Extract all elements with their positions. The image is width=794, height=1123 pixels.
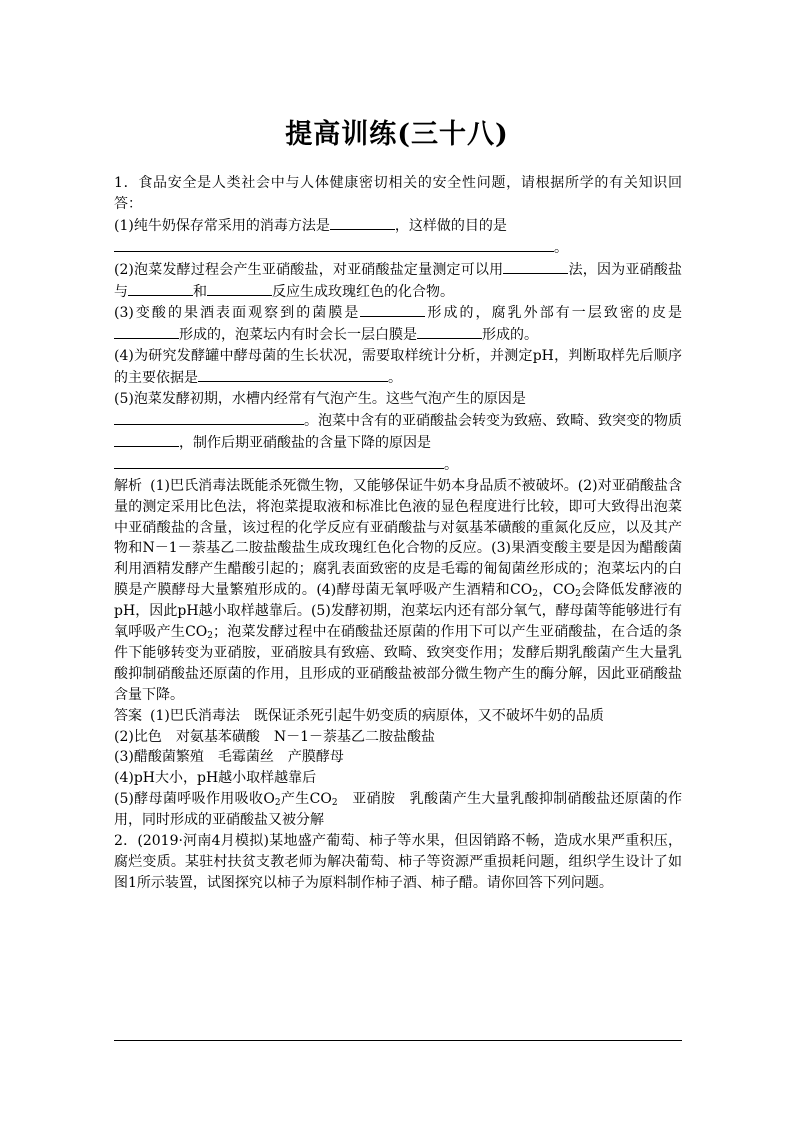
footer-divider: [114, 1040, 682, 1041]
answer-section: 答案 (1)巴氏消毒法 既保证杀死引起牛奶变质的病原体，又不破坏牛奶的品质: [114, 707, 604, 724]
answer-blank: [114, 324, 179, 339]
q1-part2: (2)泡菜发酵过程会产生亚硝酸盐，对亚硝酸盐定量测定可以用 法，因为亚硝酸盐与 和 反应生成玫瑰红色的化合物。: [114, 259, 682, 303]
answer-blank: [114, 410, 304, 425]
q1-part4: (4)为研究发酵罐中酵母菌的生长状况，需要取样统计分析，并测定pH，判断取样先后顺序的主要依据是 。: [114, 348, 682, 387]
q1-part1: (1)纯牛奶保存常采用的消毒方法是 ，这样做的目的是 。: [114, 215, 682, 259]
analysis-section: 解析 (1)巴氏消毒法既能杀死微生物，又能够保证牛奶本身品质不被破坏。(2)对亚硝酸盐含量的测定采用比色法，将泡菜提取液和标准比色液的显色程度进行比较，即可大致得出泡菜中亚硝酸盐的含量，该过程的化学反应有亚硝酸盐与对氨基苯磺酸的重氮化反应，以及其产物和N－1－萘基乙二胺盐酸盐生成玫瑰红色化合物的反应。(3)果酒变酸主要是因为醋酸菌利用酒精发酵产生醋酸引起的；腐乳表面致密的皮是毛霉的匍匐菌丝形成的；泡菜坛内的白膜是产膜酵母大量繁殖形成的。(4)酵母菌无氧呼吸产生酒精和$CO_2$，$CO_2$会降低发酵液的pH，因此pH越小取样越靠后。(5)发酵初期，泡菜坛内还有部分氧气，酵母菌等能够进行有氧呼吸产生$CO_2$；泡菜发酵过程中在硝酸盐还原菌的作用下可以产生亚硝酸盐，在合适的条件下能够转变为亚硝胺，亚硝胺具有致癌、致畸、致突变作用；发酵后期乳酸菌产生大量乳酸抑制硝酸盐还原菌的作用，且形成的亚硝酸盐被部分微生物产生的酶分解，因此亚硝酸盐含量下降。: [114, 477, 682, 703]
q2-stem: 2．(2019·河南4月模拟)某地盛产葡萄、柿子等水果，但因销路不畅，造成水果严重积压，腐烂变质。某驻村扶贫支教老师为解决葡萄、柿子等资源严重损耗问题，组织学生设计了如图1所示装置，试图探究以柿子为原料制作柿子酒、柿子醋。请你回答下列问题。: [114, 833, 682, 891]
q1-stem: 1．食品安全是人类社会中与人体健康密切相关的安全性问题，请根据所学的有关知识回答：: [114, 175, 682, 212]
answer-blank: [114, 454, 444, 469]
analysis-label: 解析: [114, 477, 143, 494]
answer-blank: [114, 237, 554, 252]
answer-line: (3)醋酸菌繁殖 毛霉菌丝 产膜酵母: [114, 749, 344, 766]
answer-line: (2)比色 对氨基苯磺酸 N－1－萘基乙二胺盐酸盐: [114, 728, 435, 745]
q1-part5: (5)泡菜发酵初期，水槽内经常有气泡产生。这些气泡产生的原因是 。泡菜中含有的亚硝酸盐会转变为致癌、致畸、致突变的物质，制作后期亚硝酸盐的含量下降的原因是 。: [114, 391, 682, 473]
answer-blank: [128, 281, 193, 296]
answer-blank: [207, 281, 272, 296]
answer-line: (4)pH大小，pH越小取样越靠后: [114, 770, 317, 787]
question-content: [114, 173, 682, 894]
answer-blank: [503, 259, 568, 274]
page-title: 提高训练(三十八): [285, 119, 509, 150]
answer-blank: [360, 302, 425, 317]
q1-part3: (3)变酸的果酒表面观察到的菌膜是 形成的，腐乳外部有一层致密的皮是形成的，泡菜坛内有时会长一层白膜是 形成的。: [114, 302, 682, 346]
answer-label: 答案: [114, 707, 142, 724]
answer-line: (5)酵母菌呼吸作用吸收$O_2$产生$CO_2$ 亚硝胺 乳酸菌产生大量乳酸抑制硝酸盐还原菌的作用，同时形成的亚硝酸盐又被分解: [114, 791, 682, 829]
answer-blank: [198, 367, 388, 382]
answer-blank: [114, 432, 179, 447]
answer-blank: [330, 215, 395, 230]
answer-blank: [417, 324, 482, 339]
